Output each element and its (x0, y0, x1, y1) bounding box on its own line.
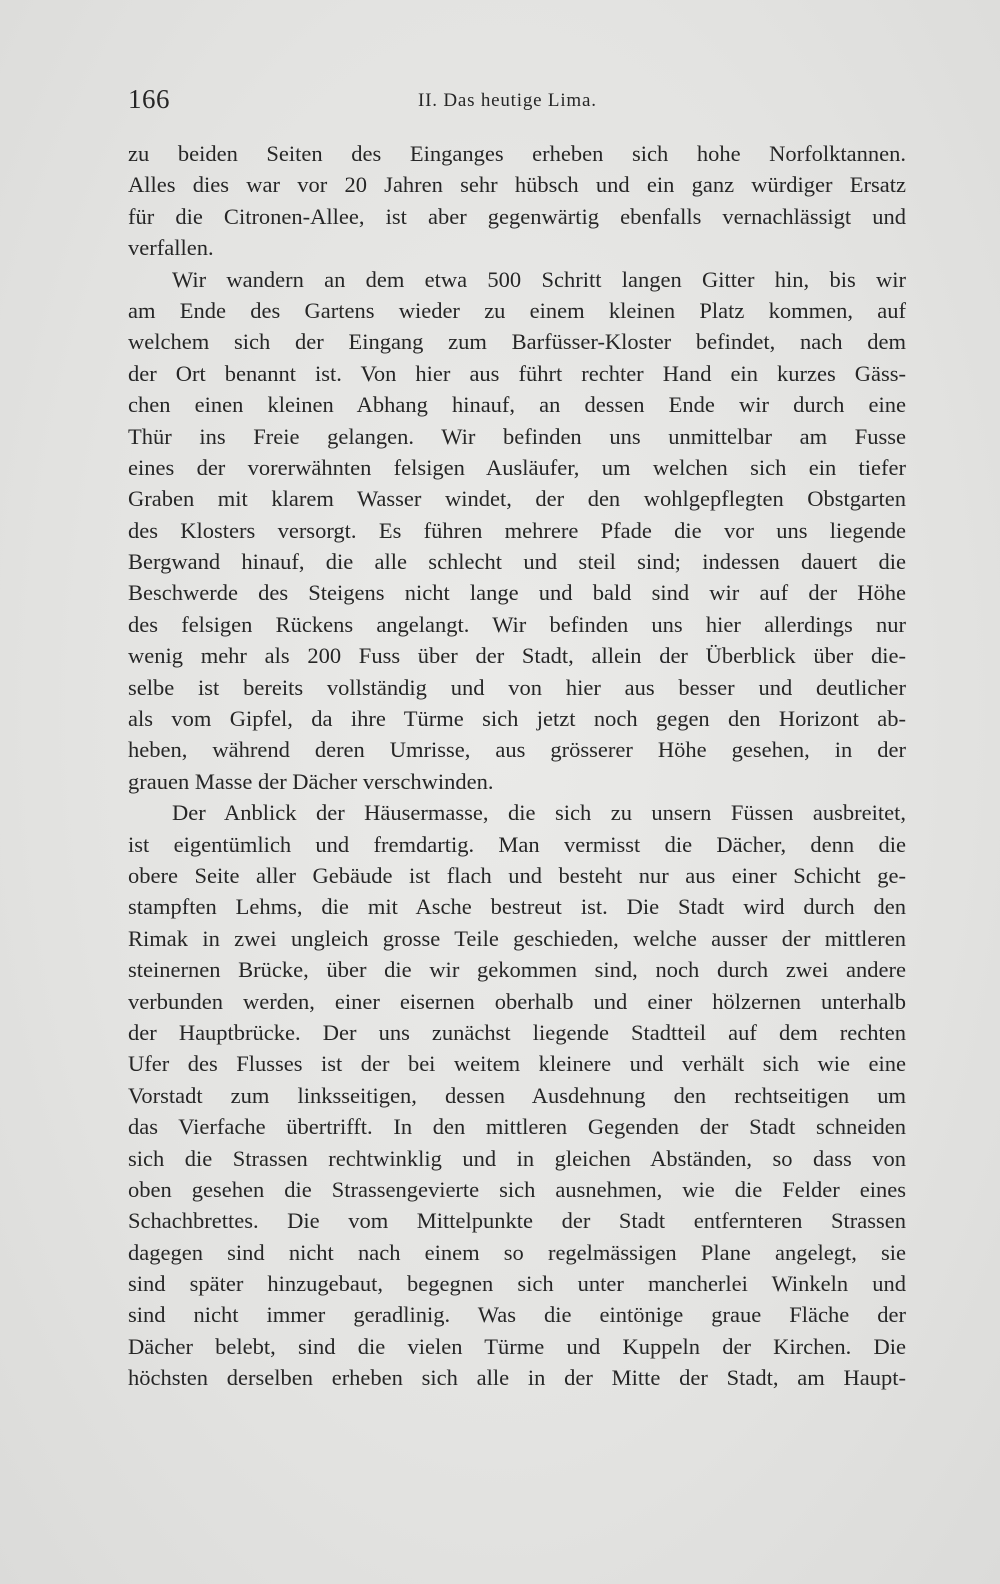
text-line: Alles dies war vor 20 Jahren sehr hübsch und ein ganz würdiger Ersatz (128, 172, 906, 198)
running-head: II. Das heutige Lima. (418, 90, 597, 111)
text-line: steinernen Brücke, über die wir gekommen sind, noch durch zwei andere (128, 957, 906, 983)
text-line: grauen Masse der Dächer verschwinden. (128, 768, 494, 794)
text-line: des Klosters versorgt. Es führen mehrere Pfade die vor uns liegende (128, 517, 906, 543)
text-line: Der Anblick der Häusermasse, die sich zu unsern Füssen ausbreitet, (172, 800, 906, 826)
text-line: verfallen. (128, 235, 214, 261)
text-line: Beschwerde des Steigens nicht lange und bald sind wir auf der Höhe (128, 580, 906, 606)
text-line: Bergwand hinauf, die alle schlecht und steil sind; indessen dauert die (128, 549, 906, 575)
text-line: Graben mit klarem Wasser windet, der den wohlgepflegten Obstgarten (128, 486, 906, 512)
text-line: das Vierfache übertrifft. In den mittleren Gegenden der Stadt schneiden (128, 1114, 906, 1140)
text-line: Vorstadt zum linksseitigen, dessen Ausdehnung den rechtseitigen um (128, 1082, 906, 1108)
page-header (128, 84, 908, 124)
text-line: für die Citronen-Allee, ist aber gegenwärtig ebenfalls vernachlässigt und (128, 203, 906, 229)
text-line: als vom Gipfel, da ihre Türme sich jetzt noch gegen den Horizont ab- (128, 706, 906, 732)
text-line: zu beiden Seiten des Einganges erheben sich hohe Norfolktannen. (128, 141, 906, 166)
text-line: selbe ist bereits vollständig und von hier aus besser und deutlicher (128, 674, 906, 700)
text-line: welchem sich der Eingang zum Barfüsser-Kloster befindet, nach dem (128, 329, 906, 355)
text-line: der Hauptbrücke. Der uns zunächst liegende Stadtteil auf dem rechten (128, 1019, 906, 1045)
text-line: heben, während deren Umrisse, aus grösserer Höhe gesehen, in der (128, 737, 906, 763)
page-number: 166 (128, 84, 170, 114)
text-line: ist eigentümlich und fremdartig. Man vermisst die Dächer, denn die (128, 831, 906, 857)
text-line: des felsigen Rückens angelangt. Wir befinden uns hier allerdings nur (128, 611, 906, 637)
text-line: wenig mehr als 200 Fuss über der Stadt, allein der Überblick über die- (128, 643, 906, 669)
text-line: obere Seite aller Gebäude ist flach und besteht nur aus einer Schicht ge- (128, 862, 906, 888)
body-text (128, 138, 906, 1394)
text-line: höchsten derselben erheben sich alle in der Mitte der Stadt, am Haupt- (128, 1365, 906, 1391)
text-line: oben gesehen die Strassengevierte sich ausnehmen, wie die Felder eines (128, 1176, 906, 1202)
text-line: am Ende des Gartens wieder zu einem kleinen Platz kommen, auf (128, 297, 906, 323)
text-line: sich die Strassen rechtwinklig und in gleichen Abständen, so dass von (128, 1145, 906, 1171)
text-line: Wir wandern an dem etwa 500 Schritt langen Gitter hin, bis wir (172, 266, 906, 292)
text-line: Rimak in zwei ungleich grosse Teile geschieden, welche ausser der mittleren (128, 925, 906, 951)
text-line: Schachbrettes. Die vom Mittelpunkte der Stadt entfernteren Strassen (128, 1208, 906, 1234)
text-line: verbunden werden, einer eisernen oberhalb und einer hölzernen unterhalb (128, 988, 906, 1014)
text-line: der Ort benannt ist. Von hier aus führt rechter Hand ein kurzes Gäss- (128, 360, 906, 386)
text-line: stampften Lehms, die mit Asche bestreut ist. Die Stadt wird durch den (128, 894, 906, 920)
text-line: sind nicht immer geradlinig. Was die eintönige graue Fläche der (128, 1302, 906, 1328)
text-line: eines der vorerwähnten felsigen Ausläufer, um welchen sich ein tiefer (128, 454, 906, 480)
text-line: Ufer des Flusses ist der bei weitem kleinere und verhält sich wie eine (128, 1051, 906, 1077)
text-line: dagegen sind nicht nach einem so regelmässigen Plane angelegt, sie (128, 1239, 906, 1265)
text-line: Dächer belebt, sind die vielen Türme und Kuppeln der Kirchen. Die (128, 1333, 906, 1359)
text-line: Thür ins Freie gelangen. Wir befinden uns unmittelbar am Fusse (128, 423, 906, 449)
text-line: sind später hinzugebaut, begegnen sich unter mancherlei Winkeln und (128, 1271, 906, 1297)
text-line: chen einen kleinen Abhang hinauf, an dessen Ende wir durch eine (128, 392, 906, 418)
